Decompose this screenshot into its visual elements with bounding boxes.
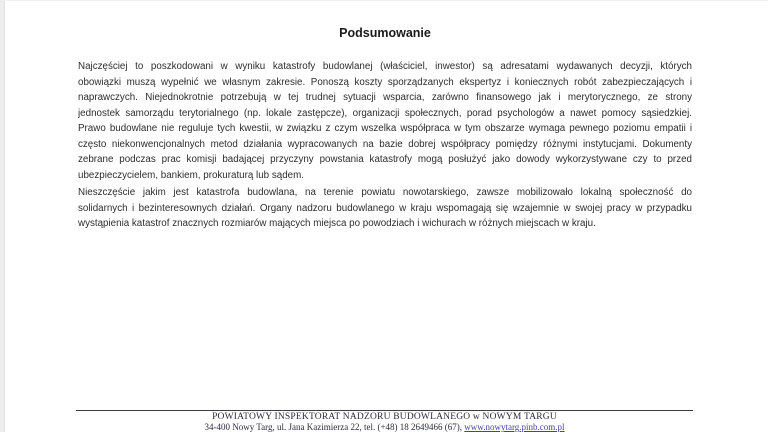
text-line: Najczęściej to poszkodowani w wyniku katastrofy budowlanej (właściciel, inwestor) są adresatami wydawanych decyzji, których [78,61,692,72]
document-body [78,1,692,232]
text-line: jednostek samorządu terytorialnego (np. lokale zastępcze), organizacji społecznych, porad psychologów a nawet pomocy sąsiedzkiej. [78,107,692,119]
page-title: Podsumowanie [339,26,431,40]
text-line: naprawczych. Niejednokrotnie potrzebują w tej trudnej sytuacji wsparcia, zarówno finansowego jak i merytorycznego, ze strony [78,92,692,103]
footer-website-link[interactable]: www.nowytarg.pinb.com.pl [464,422,565,432]
text-line: obowiązki muszą wypełnić we własnym zakresie. Ponoszą koszty sporządzanych ekspertyz i koniecznych robót zabezpieczających i [78,76,692,88]
viewer-page-edge [0,1,5,432]
page-footer [76,410,693,432]
text-line: zebrane podczas prac komisji badającej przyczyny powstania katastrofy mogą posłużyć jako dowody wykorzystywane czy to przed [78,154,692,165]
footer-address-line [76,422,693,432]
paragraph-2 [78,185,692,232]
paragraph-1 [78,59,692,183]
text-line: Prawo budowlane nie reguluje tych kwestii, w związku z czym wszelka współpraca w tym obszarze wymaga pewnego poziomu empatii i [78,123,692,134]
text-line: często niekonwencjonalnych metod działania wypracowanych na bazie dobrej współpracy pomiędzy różnymi instytucjami. Dokumenty [78,138,692,150]
text-line: solidarnych i bezinteresownych działań. Organy nadzoru budowlanego w kraju wspomagają się wzajemnie w swojej pracy w przypadku [78,202,692,214]
text-line: wystąpienia katastrof znacznych rozmiarów mających miejsca po powodziach i wichurach w różnych miejscach w kraju. [78,218,596,229]
footer-org-name: POWIATOWY INSPEKTORAT NADZORU BUDOWLANEGO w NOWYM TARGU [212,412,557,422]
text-line: Nieszczęście jakim jest katastrofa budowlana, na terenie powiatu nowotarskiego, zawsze mobilizowało lokalną społeczność do [78,187,692,198]
footer-address-text: 34-400 Nowy Targ, ul. Jana Kazimierza 22, tel. (+48) 18 2649466 (67), [204,422,463,432]
text-line: ubezpieczycielem, bankiem, prokuraturą lub sądem. [78,169,304,181]
